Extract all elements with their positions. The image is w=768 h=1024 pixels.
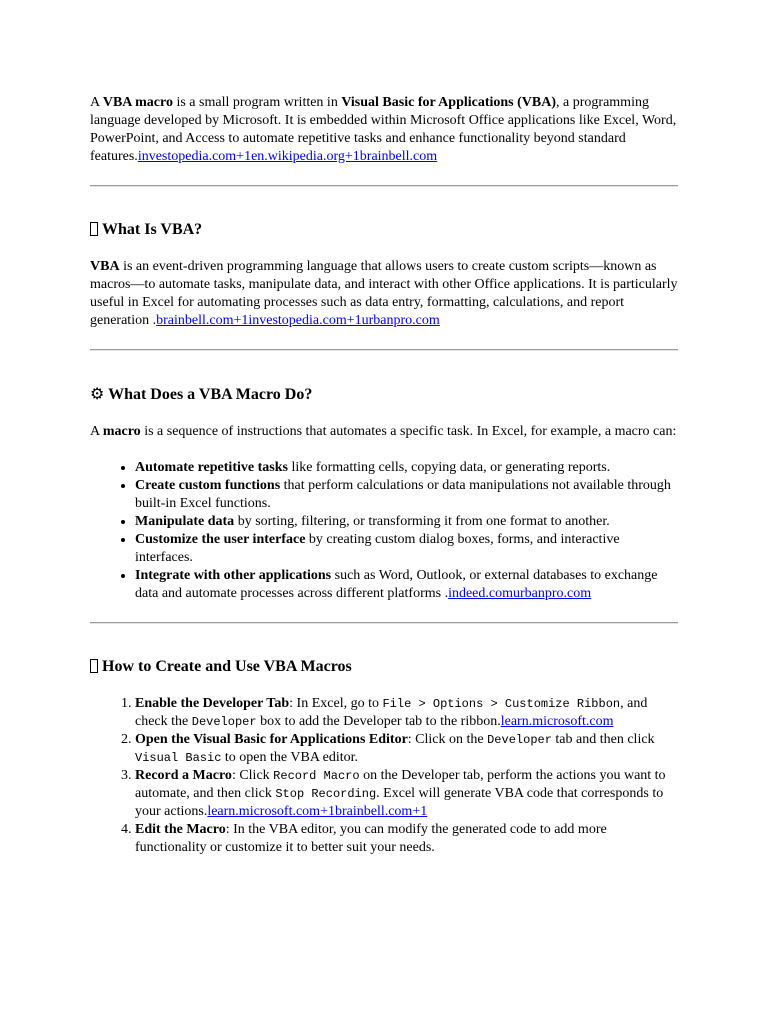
document-body	[90, 94, 678, 857]
step-text: box to add the Developer tab to the ribbon.	[256, 714, 501, 729]
bold-term: macro	[102, 424, 141, 439]
intro-text: A	[90, 95, 103, 110]
intro-bold-term: VBA macro	[102, 95, 173, 110]
item-bold: Automate repetitive tasks	[135, 460, 288, 475]
bold-term: VBA	[90, 259, 120, 274]
step-text: tab and then click	[551, 732, 655, 747]
code-term: Record Macro	[273, 769, 360, 783]
macro-steps-list	[90, 695, 678, 857]
item-text: by creating custom dialog boxes, forms, and interactive interfaces.	[135, 532, 620, 565]
heading-text: What Is VBA?	[102, 221, 203, 238]
item-bold: Integrate with other applications	[135, 568, 332, 583]
step-text: : Click	[231, 768, 274, 783]
section-heading-how-to-create	[90, 657, 678, 677]
list-item	[135, 731, 678, 767]
paragraph-text: is a sequence of instructions that automates a specific task. In Excel, for example, a macro can:	[140, 424, 677, 439]
item-text: such as Word, Outlook, or external databases to exchange data and automate processes across different platforms .	[135, 568, 658, 601]
step-bold: Edit the Macro	[135, 822, 226, 837]
intro-source-link[interactable]: investopedia.com+1en.wikipedia.org+1brainbell.com	[137, 149, 438, 164]
list-item	[135, 477, 678, 513]
gear-icon: ⚙	[90, 384, 105, 403]
code-term: Developer	[487, 733, 552, 747]
step-text: . Excel will generate VBA code that corresponds to your actions.	[135, 786, 664, 819]
code-menu-path: File > Options > Customize Ribbon	[382, 697, 621, 711]
item-bold: Customize the user interface	[135, 532, 306, 547]
step-bold: Record a Macro	[135, 768, 232, 783]
list-item	[135, 531, 678, 567]
section2-source-link[interactable]: indeed.comurbanpro.com	[448, 586, 592, 601]
step-text: , and check the	[135, 696, 648, 729]
document-icon	[90, 222, 98, 236]
step-text: : In Excel, go to	[289, 696, 383, 711]
intro-text: is a small program written in	[172, 95, 342, 110]
heading-text: What Does a VBA Macro Do?	[108, 386, 313, 403]
heading-text: How to Create and Use VBA Macros	[102, 658, 352, 675]
step-text: on the Developer tab, perform the actions you want to automate, and then click	[135, 768, 666, 801]
item-bold: Create custom functions	[135, 478, 281, 493]
intro-paragraph	[90, 94, 678, 166]
item-text: by sorting, filtering, or transforming it from one format to another.	[234, 514, 610, 529]
code-term: Developer	[191, 715, 257, 729]
code-term: Visual Basic	[135, 751, 222, 765]
section1-paragraph	[90, 258, 678, 330]
section1-source-link[interactable]: brainbell.com+1investopedia.com+1urbanpro.com	[156, 313, 440, 328]
list-item	[135, 459, 678, 477]
step-bold: Enable the Developer Tab	[135, 696, 290, 711]
step-text: : Click on the	[407, 732, 488, 747]
step3-source-link[interactable]: learn.microsoft.com+1brainbell.com+1	[207, 804, 428, 819]
section2-paragraph	[90, 423, 678, 441]
paragraph-text: A	[90, 424, 103, 439]
intro-bold-term: Visual Basic for Applications (VBA)	[341, 95, 557, 110]
paragraph-text: is an event-driven programming language that allows users to create custom scripts—known as macros—to automate tasks, manipulate data, and interact with other Office applications. It is particularly useful in Excel for automating processes such as data entry, formatting, calculations, and report generation .	[90, 259, 678, 328]
step1-source-link[interactable]: learn.microsoft.com	[500, 714, 614, 729]
item-bold: Manipulate data	[135, 514, 235, 529]
document-icon	[90, 659, 98, 673]
item-text: that perform calculations or data manipulations not available through built-in Excel functions.	[135, 478, 671, 511]
step-bold: Open the Visual Basic for Applications Editor	[135, 732, 408, 747]
section-heading-what-is-vba	[90, 220, 678, 240]
intro-text: , a programming language developed by Microsoft. It is embedded within Microsoft Office applications like Excel, Word, PowerPoint, and Access to automate repetitive tasks and enhance functionality beyond standard features.	[90, 95, 677, 164]
step-text: to open the VBA editor.	[221, 750, 359, 765]
list-item	[135, 821, 678, 857]
step-text: : In the VBA editor, you can modify the generated code to add more functionality or customize it to better suit your needs.	[135, 822, 607, 855]
list-item	[135, 513, 678, 531]
list-item	[135, 767, 678, 821]
section-heading-what-does-macro-do	[90, 384, 678, 405]
list-item	[135, 567, 678, 603]
list-item	[135, 695, 678, 731]
item-text: like formatting cells, copying data, or generating reports.	[287, 460, 611, 475]
macro-capabilities-list	[90, 459, 678, 603]
code-term: Stop Recording	[275, 787, 377, 801]
